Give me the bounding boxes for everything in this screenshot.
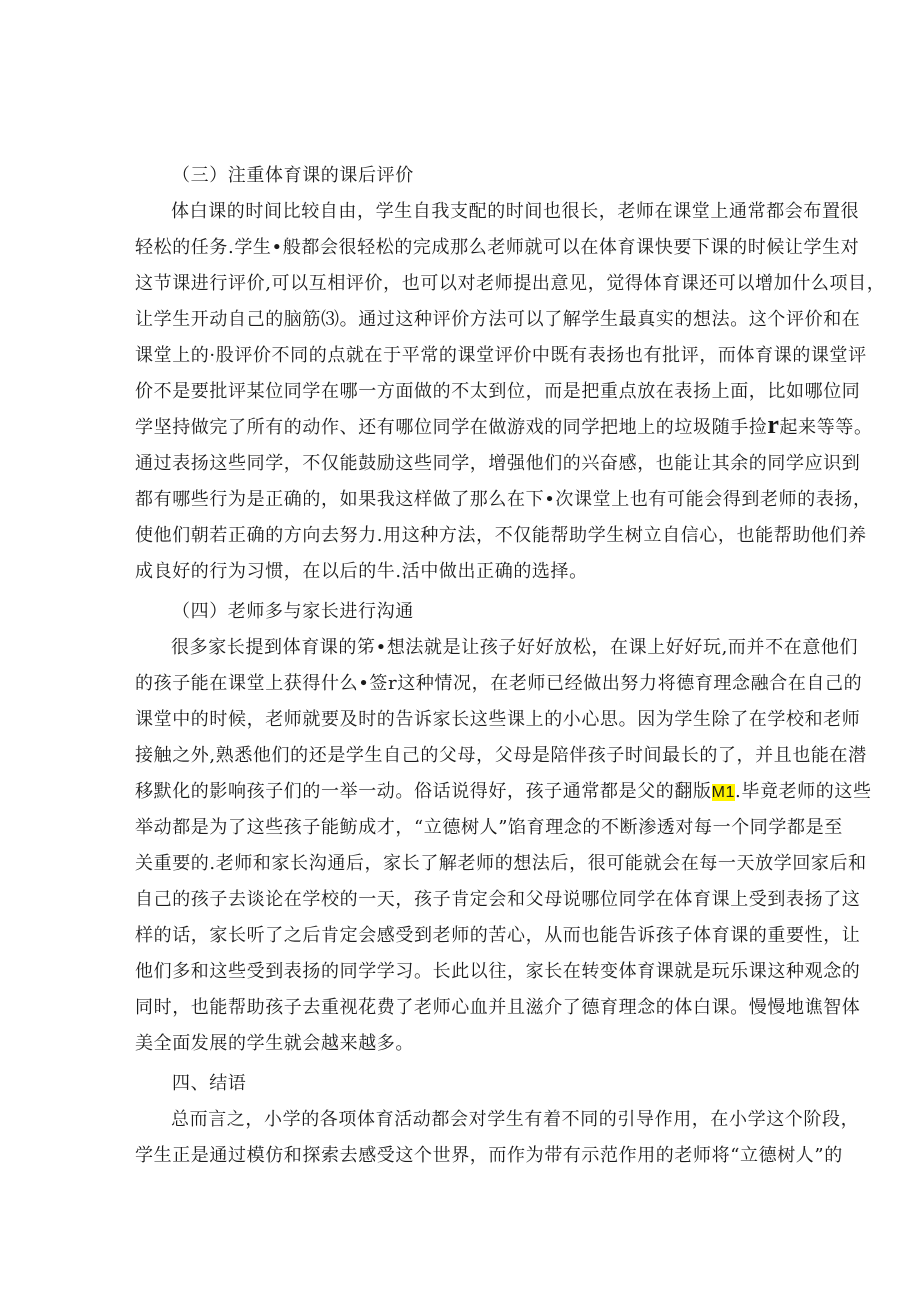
paragraph-line: 价不是要批评某位同学在哪一方面做的不太到位，而是把重点放在表扬上面，比如哪位同 — [135, 381, 861, 402]
paragraph-line: 关重要的.老师和家长沟通后，家长了解老师的想法后，很可能就会在每一天放学回家后和 — [135, 853, 867, 874]
section-heading-3: （三）注重体育课的课后评价 — [172, 165, 414, 186]
paragraph-line: 通过表扬这些同学，不仅能鼓励这些同学，增强他们的兴奋感，也能让其余的同学应识到 — [135, 453, 861, 474]
paragraph-line: 接触之外,熟悉他们的还是学生自己的父母，父母是陪伴孩子时间最长的了，并且也能在潜 — [135, 745, 867, 766]
paragraph-line — [135, 774, 872, 810]
paragraph-line: 样的话，家长听了之后肯定会感受到老师的苦心，从而也能告诉孩子体育课的重要性，让 — [135, 925, 861, 946]
ocr-artifact-mark: r — [767, 410, 780, 439]
paragraph-line: 轻松的任务.学生•般都会很轻松的完成那么老师就可以在体育课快要下课的时候让学生对 — [135, 237, 860, 258]
section-heading-4: （四）老师多与家长进行沟通 — [172, 601, 414, 622]
paragraph-line: 使他们朝若正确的方向去努力.用这种方法，不仅能帮助学生树立自信心，也能帮助他们养 — [135, 525, 867, 546]
paragraph-line — [135, 410, 873, 446]
paragraph-line: 很多家长提到体育课的笫•想法就是让孩子好好放松，在课上好好玩,而并不在意他们 — [171, 637, 859, 658]
paragraph-line: 课堂中的时候，老师就要及时的告诉家长这些课上的小心思。因为学生除了在学校和老师 — [135, 709, 861, 730]
paragraph-text: 移默化的影响孩子们的一举一动。俗话说得好，孩子通常都是父的翻版 — [135, 781, 712, 802]
paragraph-line: 的孩子能在课堂上获得什么•签r这种情况，在老师已经做出努力将德育理念融合在自己的 — [135, 673, 863, 694]
conclusion-heading: 四、结语 — [172, 1073, 247, 1094]
paragraph-line: 他们多和这些受到表扬的同学学习。长此以往，家长在转变体育课就是玩乐课这种观念的 — [135, 961, 861, 982]
highlighted-citation: M1 — [711, 784, 736, 801]
paragraph-line: 都有哪些行为是正确的，如果我这样做了那么在下•次课堂上也有可能会得到老师的表扬， — [135, 489, 872, 510]
paragraph-line: 同时，也能帮助孩子去重视花费了老师心血并且滋介了德育理念的体白课。慢慢地谯智体 — [135, 997, 861, 1018]
paragraph-line: 举动都是为了这些孩子能鲂成才，“立德树人”馅育理念的不断渗透对每一个同学都是至 — [135, 817, 843, 838]
paragraph-line: 自己的孩子去谈论在学校的一天，孩子肯定会和父母说哪位同学在体育课上受到表扬了这 — [135, 889, 861, 910]
paragraph-text: .毕竟老师的这些 — [735, 781, 872, 802]
section-4-body — [135, 630, 872, 1062]
paragraph-line: 课堂上的·股评价不同的点就在于平常的课堂评价中既有表扬也有批评，而体育课的课堂评 — [135, 345, 867, 366]
paragraph-text: 学坚持做完了所有的动作、还有哪位同学在做游戏的同学把地上的垃圾随手捡 — [135, 417, 768, 438]
paragraph-line: 体白课的时间比较自由，学生自我支配的时间也很长，老师在课堂上通常都会布置很 — [171, 201, 860, 222]
conclusion-body — [135, 1102, 860, 1174]
paragraph-line: 这节课进行评价,可以互相评价，也可以对老师提出意见，觉得体育课还可以增加什么项目， — [135, 273, 886, 294]
paragraph-text: 起来等等。 — [779, 417, 873, 438]
paragraph-line: 总而言之，小学的各项体育活动都会对学生有着不同的引导作用，在小学这个阶段， — [171, 1109, 860, 1130]
paragraph-line: 美全面发展的学生就会越来越多。 — [135, 1033, 414, 1054]
paragraph-line: 成良好的行为习惯，在以后的牛.活中做出正确的选择。 — [135, 561, 588, 582]
section-3-body — [135, 194, 886, 590]
paragraph-line: 学生正是通过模仿和探索去感受这个世界，而作为带有示范作用的老师将“立德树人”的 — [135, 1145, 843, 1166]
paragraph-line: 让学生开动自己的脑筋⑶。通过这种评价方法可以了解学生最真实的想法。这个评价和在 — [135, 309, 861, 330]
